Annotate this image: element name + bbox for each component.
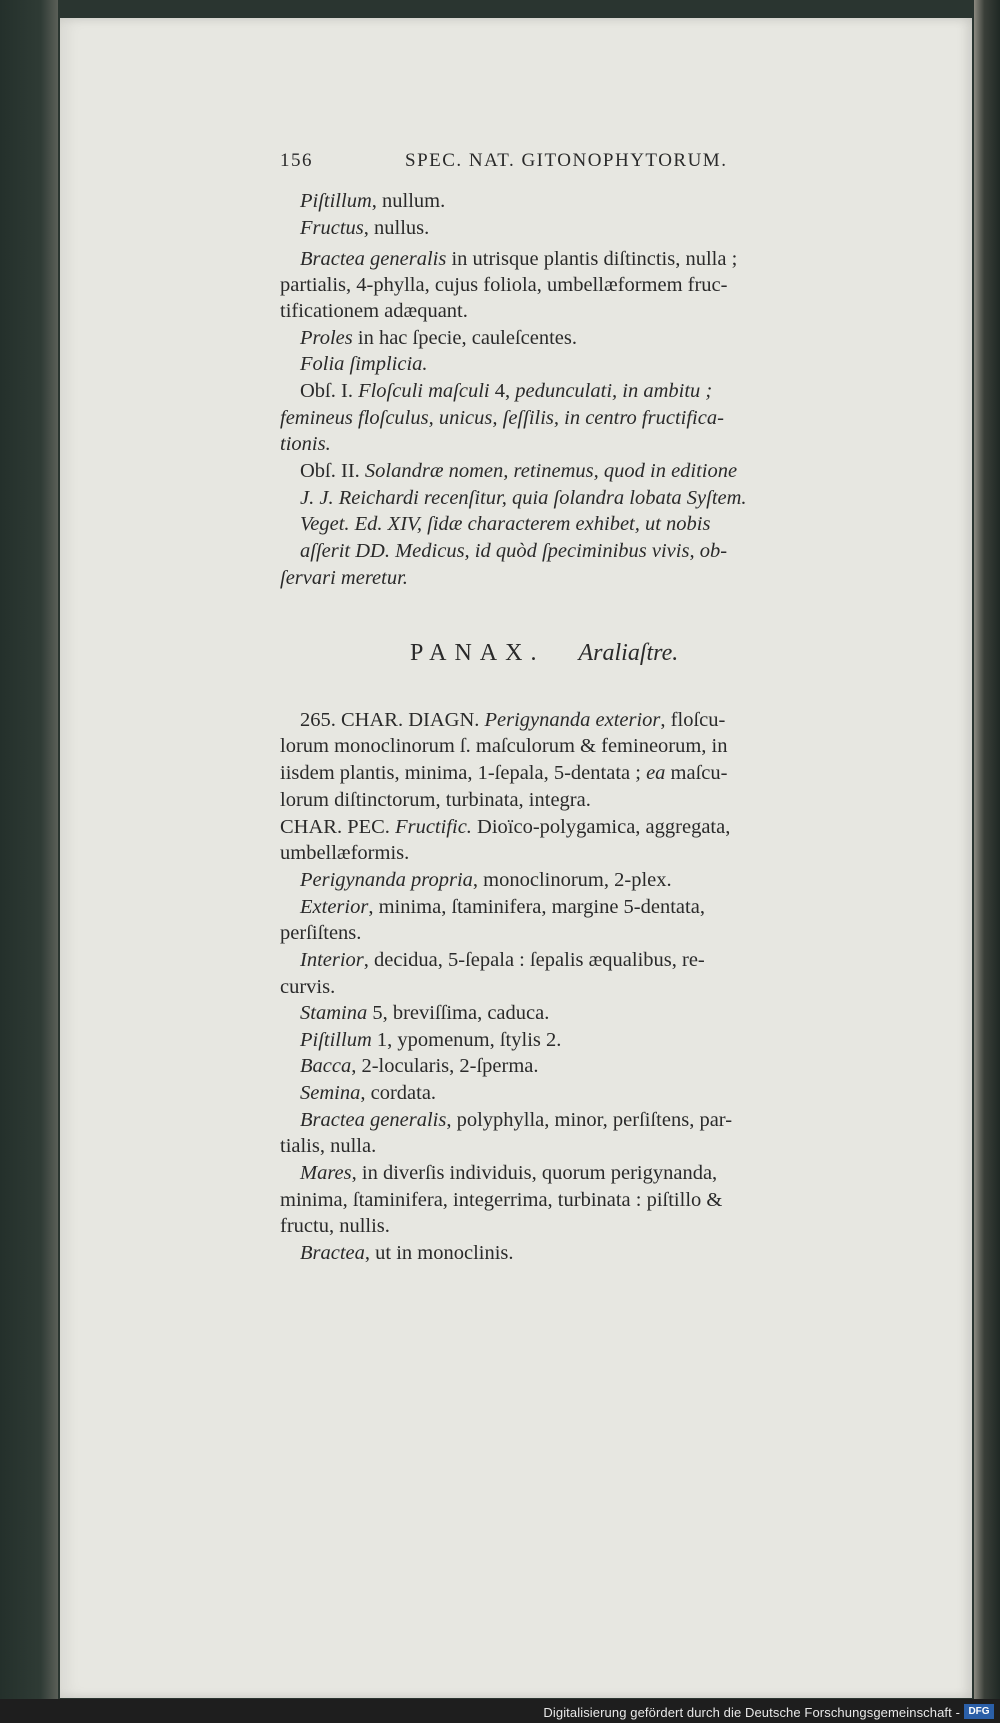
roman-text: , in diverſis individuis, quorum perigynanda, xyxy=(351,1162,718,1184)
italic-text: Bacca xyxy=(300,1055,352,1077)
text-line xyxy=(300,217,429,240)
text-line xyxy=(300,869,672,892)
roman-text: , 2-locularis, 2-ſperma. xyxy=(351,1055,539,1077)
text-line xyxy=(300,513,710,536)
italic-text: Piſtillum xyxy=(300,190,372,212)
roman-text: , cordata. xyxy=(360,1082,437,1104)
text-line xyxy=(280,922,361,945)
roman-text: , polyphylla, minor, perſiſtens, par- xyxy=(446,1109,733,1131)
text-line xyxy=(300,1082,436,1105)
roman-text: , monoclinorum, 2-plex. xyxy=(472,869,672,891)
italic-text: Araliaſtre. xyxy=(578,640,679,666)
text-line xyxy=(300,327,577,350)
text-line xyxy=(280,789,591,812)
text-line xyxy=(280,567,408,590)
section-heading xyxy=(410,640,678,667)
italic-text: pedunculati, in ambitu ; xyxy=(515,380,713,402)
roman-text: partialis, 4-phylla, cujus foliola, umbellæformem fruc- xyxy=(280,274,728,296)
book-spine-left xyxy=(0,0,58,1723)
roman-text: 1, ypomenum, ſtylis 2. xyxy=(371,1029,562,1051)
roman-text: Obſ. II. xyxy=(300,460,365,482)
roman-text: PANAX. xyxy=(410,640,559,666)
roman-text: , minima, ſtaminifera, margine 5-dentata, xyxy=(368,896,705,918)
roman-text: , ut in monoclinis. xyxy=(364,1242,514,1264)
italic-text: Fructific. xyxy=(395,816,472,838)
roman-text: 5, breviſſima, caduca. xyxy=(367,1002,550,1024)
italic-text: aſſerit DD. Medicus, id quòd ſpeciminibus vivis, ob- xyxy=(300,540,728,562)
italic-text: Semina xyxy=(300,1082,361,1104)
italic-text: Fructus xyxy=(300,217,364,239)
italic-text: Interior xyxy=(300,949,364,971)
roman-text: curvis. xyxy=(280,976,336,998)
italic-text: Perigynanda exterior xyxy=(484,709,661,731)
text-line xyxy=(300,1109,732,1132)
text-line xyxy=(280,842,409,865)
roman-text: in hac ſpecie, cauleſcentes. xyxy=(352,327,578,349)
footer-credit: Digitalisierung gefördert durch die Deutsche Forschungsgemeinschaft - xyxy=(543,1705,960,1720)
text-line xyxy=(280,816,730,839)
italic-text: ea xyxy=(646,762,666,784)
italic-text: J. J. Reichardi recenſitur, quia ſolandra lobata Syſtem. xyxy=(300,487,747,509)
page-number: 156 xyxy=(280,150,313,171)
footer-bar xyxy=(0,1699,1000,1723)
text-line xyxy=(300,949,705,972)
running-title: SPEC. NAT. GITONOPHYTORUM. xyxy=(405,150,728,171)
italic-text: Exterior xyxy=(300,896,369,918)
text-line xyxy=(280,1189,722,1212)
italic-text: femineus floſculus, unicus, ſeſſilis, in centro fructifica- xyxy=(280,407,724,429)
text-line xyxy=(280,762,727,785)
italic-text: Bractea generalis xyxy=(300,248,447,270)
text-line xyxy=(300,1002,549,1025)
text-line xyxy=(280,407,724,430)
text-line xyxy=(300,1242,514,1265)
text-line xyxy=(300,896,705,919)
roman-text: Dioïco-polygamica, aggregata, xyxy=(471,816,731,838)
roman-text: CHAR. PEC. xyxy=(280,816,396,838)
roman-text: Obſ. I. xyxy=(300,380,359,402)
roman-text: iisdem plantis, minima, 1-ſepala, 5-dentata ; xyxy=(280,762,647,784)
roman-text: lorum monoclinorum ſ. maſculorum & femineorum, in xyxy=(280,735,728,757)
roman-text: perſiſtens. xyxy=(280,922,362,944)
italic-text: Veget. Ed. XIV, ſidæ characterem exhibet, ut nobis xyxy=(300,513,711,535)
roman-text: , floſcu- xyxy=(660,709,726,731)
text-line xyxy=(300,540,727,563)
italic-text: Stamina xyxy=(300,1002,368,1024)
roman-text: maſcu- xyxy=(665,762,728,784)
roman-text: , nullus. xyxy=(363,217,430,239)
roman-text: , decidua, 5-ſepala : ſepalis æqualibus, re- xyxy=(363,949,705,971)
italic-text: Bractea generalis xyxy=(300,1109,447,1131)
roman-text: fructu, nullis. xyxy=(280,1215,390,1237)
roman-text: , nullum. xyxy=(371,190,446,212)
italic-text: Floſculi maſculi xyxy=(358,380,495,402)
roman-text: umbellæformis. xyxy=(280,842,410,864)
text-line xyxy=(300,248,737,271)
text-line xyxy=(280,300,468,323)
italic-text: Bractea xyxy=(300,1242,365,1264)
roman-text: 4, xyxy=(494,380,516,402)
italic-text: Piſtillum xyxy=(300,1029,372,1051)
roman-text: lorum diſtinctorum, turbinata, integra. xyxy=(280,789,591,811)
text-line xyxy=(300,190,445,213)
italic-text: Perigynanda propria xyxy=(300,869,473,891)
text-line xyxy=(300,1162,717,1185)
roman-text: minima, ſtaminifera, integerrima, turbinata : piſtillo & xyxy=(280,1189,723,1211)
book-spine-right xyxy=(974,0,1000,1723)
roman-text: tificationem adæquant. xyxy=(280,300,468,322)
italic-text: Solandræ nomen, retinemus, quod in editione xyxy=(364,460,738,482)
italic-text: tionis. xyxy=(280,433,331,455)
text-line xyxy=(280,433,331,456)
italic-text: Proles xyxy=(300,327,353,349)
text-line xyxy=(280,274,727,297)
roman-text: in utrisque plantis diſtinctis, nulla ; xyxy=(446,248,738,270)
text-line xyxy=(300,709,725,732)
text-line xyxy=(300,380,712,403)
text-line xyxy=(280,976,335,999)
text-line xyxy=(300,353,428,376)
italic-text: Mares xyxy=(300,1162,352,1184)
roman-text: 265. CHAR. DIAGN. xyxy=(300,709,485,731)
italic-text: ſervari meretur. xyxy=(280,567,408,589)
text-line xyxy=(300,1055,539,1078)
text-line xyxy=(300,460,737,483)
text-line xyxy=(300,487,747,510)
roman-text: tialis, nulla. xyxy=(280,1135,377,1157)
text-line xyxy=(280,735,728,758)
italic-text: Folia ſimplicia. xyxy=(300,353,428,375)
text-line xyxy=(300,1029,561,1052)
dfg-logo: DFG xyxy=(964,1704,994,1719)
text-line xyxy=(280,1215,390,1238)
text-line xyxy=(280,1135,376,1158)
